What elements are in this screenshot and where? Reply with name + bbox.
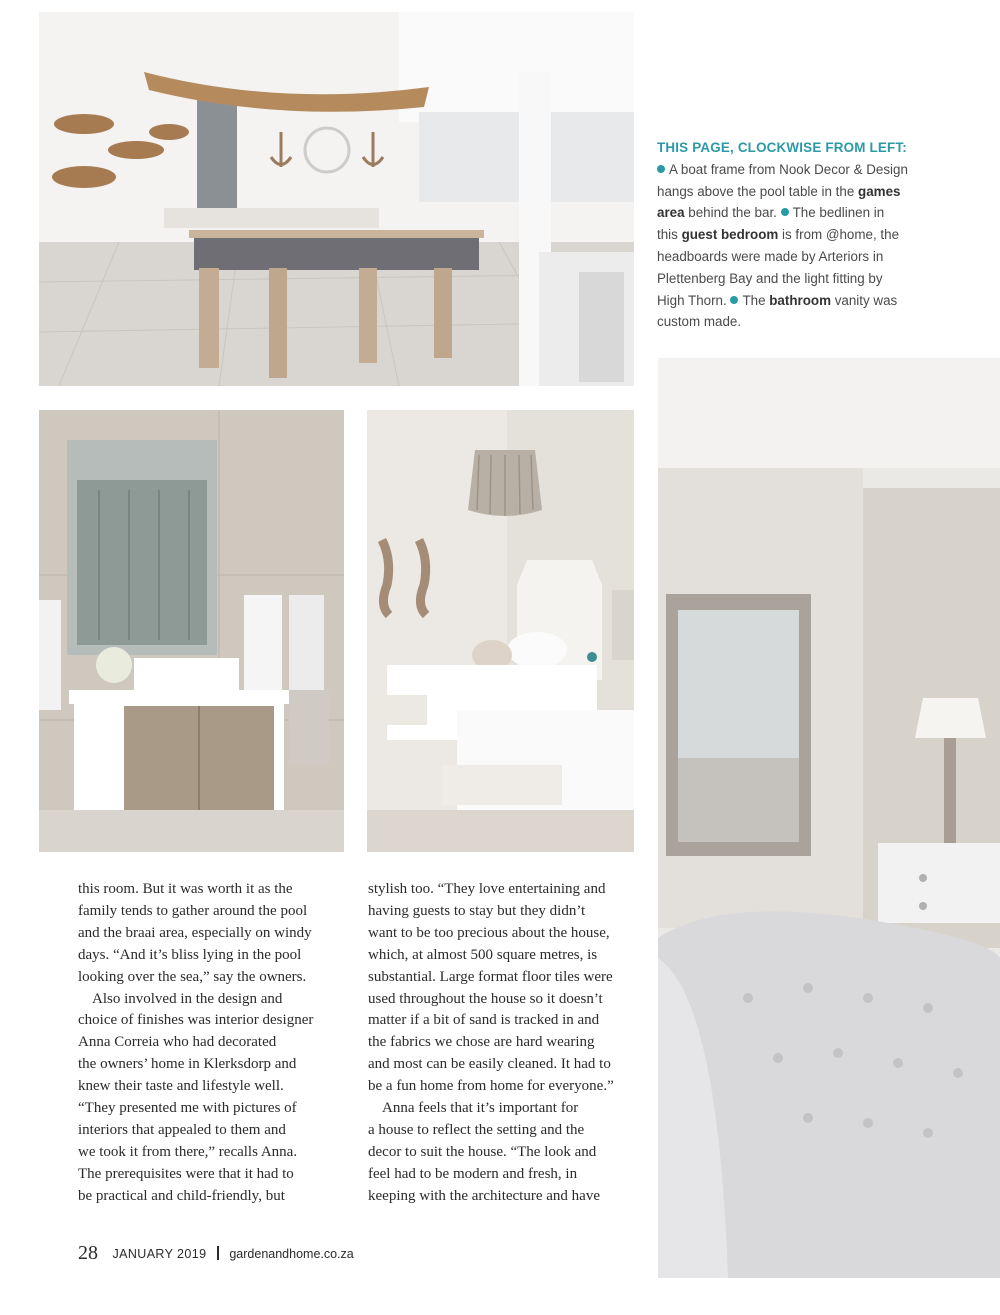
body-text-line: matter if a bit of sand is tracked in and xyxy=(368,1012,600,1029)
caption-bold-run: games xyxy=(858,183,901,199)
body-text-line: “They presented me with pictures of xyxy=(78,1100,297,1117)
body-text-line: looking over the sea,” say the owners. xyxy=(78,968,307,985)
body-text-line: we took it from there,” recalls Anna. xyxy=(78,1143,298,1160)
body-text-line: used throughout the house so it doesn’t xyxy=(368,990,603,1007)
caption-run: Plettenberg Bay and the light fitting by xyxy=(657,270,883,286)
body-text-line: Also involved in the design and xyxy=(92,990,283,1007)
guest-bedroom-photo xyxy=(367,410,634,852)
photo-caption xyxy=(657,137,957,333)
body-text-line: be a fun home from home for everyone.” xyxy=(368,1078,614,1095)
body-text-line: Anna feels that it’s important for xyxy=(382,1100,579,1117)
caption-run: headboards were made by Arteriors in xyxy=(657,248,884,264)
body-text-line: having guests to stay but they didn’t xyxy=(368,902,586,919)
caption-run: High Thorn. xyxy=(657,292,731,308)
games-area-photo xyxy=(39,12,634,386)
body-text-line: choice of finishes was interior designer xyxy=(78,1012,314,1029)
caption-line xyxy=(657,246,957,268)
body-text-line: the owners’ home in Klerksdorp and xyxy=(78,1056,297,1073)
body-text-line: be practical and child-friendly, but xyxy=(78,1187,285,1204)
caption-run: The xyxy=(742,292,770,308)
body-text-line: this room. But it was worth it as the xyxy=(78,881,293,897)
body-text-line: substantial. Large format floor tiles were xyxy=(368,968,613,985)
body-text-line: want to be too precious about the house, xyxy=(368,924,610,941)
body-text-line: and most can be easily cleaned. It had to xyxy=(368,1056,611,1073)
body-text-line: family tends to gather around the pool xyxy=(78,902,308,919)
lounge-photo xyxy=(658,358,1000,1278)
caption-run: The bedlinen in xyxy=(792,205,885,221)
body-text-line: a house to reflect the setting and the xyxy=(368,1121,585,1138)
caption-run: vanity was xyxy=(831,292,898,308)
caption-run: A boat frame from Nook Decor & Design xyxy=(669,161,908,177)
caption-line xyxy=(657,268,957,290)
page-footer xyxy=(78,1242,354,1266)
body-text-line: days. “And it’s bliss lying in the pool xyxy=(78,946,302,963)
bullet-dot-icon xyxy=(730,296,738,304)
issue-date: JANUARY 2019 xyxy=(112,1247,207,1261)
caption-bold-run: bathroom xyxy=(769,292,831,308)
caption-run: behind the bar. xyxy=(684,205,781,221)
body-text-line: feel had to be modern and fresh, in xyxy=(368,1165,578,1182)
bullet-dot-icon xyxy=(781,208,789,216)
body-text-line: stylish too. “They love entertaining and xyxy=(368,881,606,897)
page-number: 28 xyxy=(78,1242,98,1264)
body-text-line: knew their taste and lifestyle well. xyxy=(78,1078,284,1095)
body-text-line: The prerequisites were that it had to xyxy=(78,1165,294,1182)
caption-line xyxy=(657,290,957,312)
caption-line xyxy=(657,159,957,181)
caption-line xyxy=(657,202,957,224)
caption-bold-run: area xyxy=(657,205,685,221)
caption-heading: THIS PAGE, CLOCKWISE FROM LEFT: xyxy=(657,140,907,155)
caption-line xyxy=(657,181,957,203)
caption-run: this xyxy=(657,227,682,243)
body-text-line: and the braai area, especially on windy xyxy=(78,924,312,941)
caption-line xyxy=(657,311,957,333)
body-text-line: the fabrics we chose are hard wearing xyxy=(368,1034,595,1051)
body-text-line: keeping with the architecture and have xyxy=(368,1187,600,1204)
body-text-line: which, at almost 500 square metres, is xyxy=(368,946,598,963)
caption-run: is from @home, the xyxy=(778,227,900,243)
caption-line xyxy=(657,224,957,246)
bullet-dot-icon xyxy=(657,165,665,173)
caption-run: custom made. xyxy=(657,314,742,330)
caption-text xyxy=(657,159,957,333)
caption-bold-run: guest bedroom xyxy=(681,227,779,243)
body-column-left xyxy=(78,879,346,1208)
body-text-line: Anna Correia who had decorated xyxy=(78,1034,277,1051)
body-text-line: decor to suit the house. “The look and xyxy=(368,1143,597,1160)
footer-divider xyxy=(217,1246,219,1260)
website: gardenandhome.co.za xyxy=(229,1247,354,1261)
bathroom-photo xyxy=(39,410,344,852)
body-text-line: interiors that appealed to them and xyxy=(78,1121,286,1138)
body-column-right xyxy=(368,879,632,1208)
caption-run: hangs above the pool table in the xyxy=(657,183,859,199)
